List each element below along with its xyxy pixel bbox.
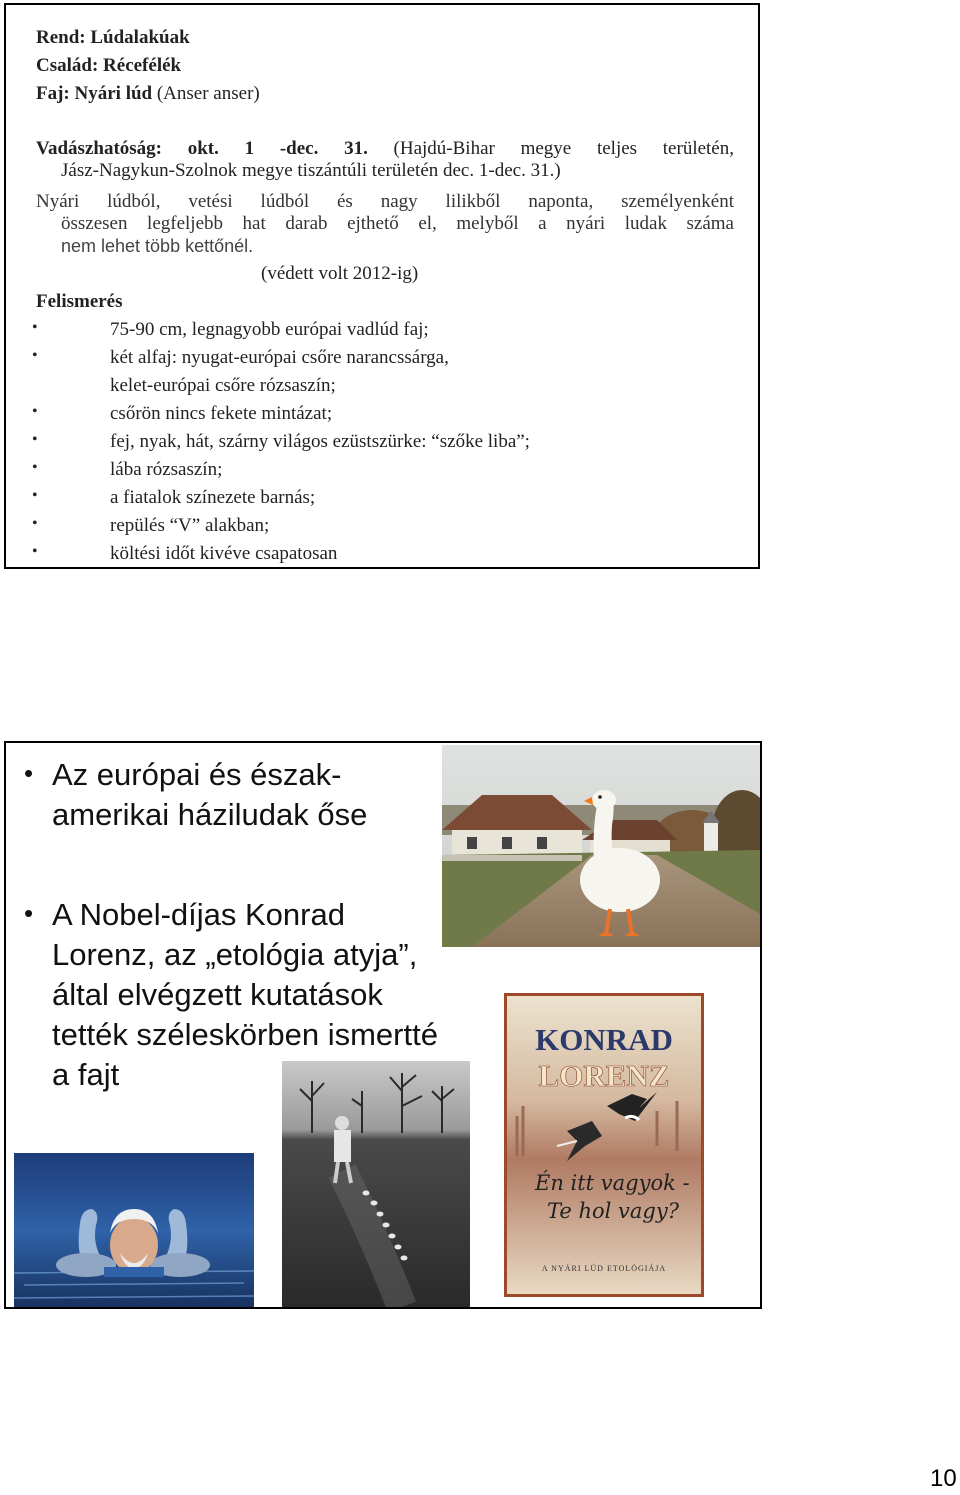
feature-item-bill: csőrön nincs fekete mintázat; [110, 403, 333, 424]
book-subtitle: A NYÁRI LÚD ETOLÓGIÁJA [541, 1264, 667, 1273]
lorenz-swimming-photo [14, 1153, 254, 1309]
feature-item-size: 75-90 cm, legnagyobb európai vadlúd faj; [110, 319, 429, 340]
bullet-lorenz-line-2: Lorenz, az „etológia atyja”, [52, 937, 418, 972]
bullet-dot: • [32, 347, 38, 364]
goose-village-photo [442, 745, 762, 947]
feature-item-flight: repülés “V” alakban; [110, 515, 270, 536]
quota-line-2: összesen legfeljebb hat darab ejthető el, melyből a nyári ludak száma [61, 213, 734, 234]
bullet-dot: • [32, 403, 38, 420]
bullet-dot: • [32, 459, 38, 476]
hunting-season: Vadászhatóság: okt. 1 -dec. 31. [36, 138, 368, 159]
feature-item-juveniles: a fiatalok színezete barnás; [110, 487, 316, 508]
bullet-dot: • [32, 431, 38, 448]
family-label: Család: Récefélék [36, 55, 182, 76]
quota-line-1: Nyári lúdból, vetési lúdból és nagy lilikből naponta, személyenként [36, 191, 734, 212]
species-label: Faj: Nyári lúd (Anser anser) [36, 83, 260, 104]
bullet-ancestor-line-1: Az európai és észak- [52, 757, 342, 792]
feature-item-subspecies-cont: kelet-európai csőre rózsaszín; [110, 375, 336, 396]
bullet-lorenz-line-3: által elvégzett kutatások [52, 977, 383, 1012]
order-label: Rend: Lúdalakúak [36, 27, 190, 48]
bullet-ancestor-line-2: amerikai háziludak őse [52, 797, 368, 832]
book-author-last: LORENZ [538, 1058, 670, 1093]
quota-line-3: nem lehet több kettőnél. [61, 236, 254, 256]
slide-lorenz [4, 741, 762, 1309]
book-author-first: KONRAD [535, 1022, 673, 1057]
bullet-lorenz-line-4: tették széleskörben ismertté [52, 1017, 438, 1052]
bullet-dot: • [32, 319, 38, 336]
bullet-dot: • [24, 758, 34, 788]
feature-item-subspecies: két alfaj: nyugat-európai csőre narancssárga, [110, 347, 449, 368]
page-number: 10 [930, 1465, 957, 1492]
hunting-note-2: Jász-Nagykun-Szolnok megye tiszántúli területén dec. 1-dec. 31.) [61, 160, 561, 181]
book-title-line-2: Te hol vagy? [547, 1199, 679, 1223]
bullet-dot: • [32, 487, 38, 504]
lorenz-goslings-photo [282, 1061, 470, 1307]
bullet-dot: • [32, 515, 38, 532]
bullet-dot: • [24, 898, 34, 928]
species-latin: (Anser anser) [156, 83, 260, 104]
bullet-lorenz-line-1: A Nobel-díjas Konrad [52, 897, 345, 932]
book-cover [504, 993, 704, 1297]
hunting-note-1: (Hajdú-Bihar megye teljes területén, [393, 138, 734, 159]
slide-taxonomy [4, 3, 760, 569]
bullet-dot: • [32, 543, 38, 560]
feature-item-legs: lába rózsaszín; [110, 459, 223, 480]
book-title-line-1: Én itt vagyok - [535, 1171, 690, 1195]
feature-item-plumage: fej, nyak, hát, szárny világos ezüstszürke: “szőke liba”; [110, 431, 530, 452]
feature-item-flocking: költési időt kivéve csapatosan [110, 543, 338, 564]
bullet-lorenz-line-5: a fajt [52, 1057, 120, 1092]
hunting-season-line [36, 138, 734, 160]
felismeres-heading: Felismerés [36, 291, 123, 312]
protected-note: (védett volt 2012-ig) [261, 263, 419, 284]
